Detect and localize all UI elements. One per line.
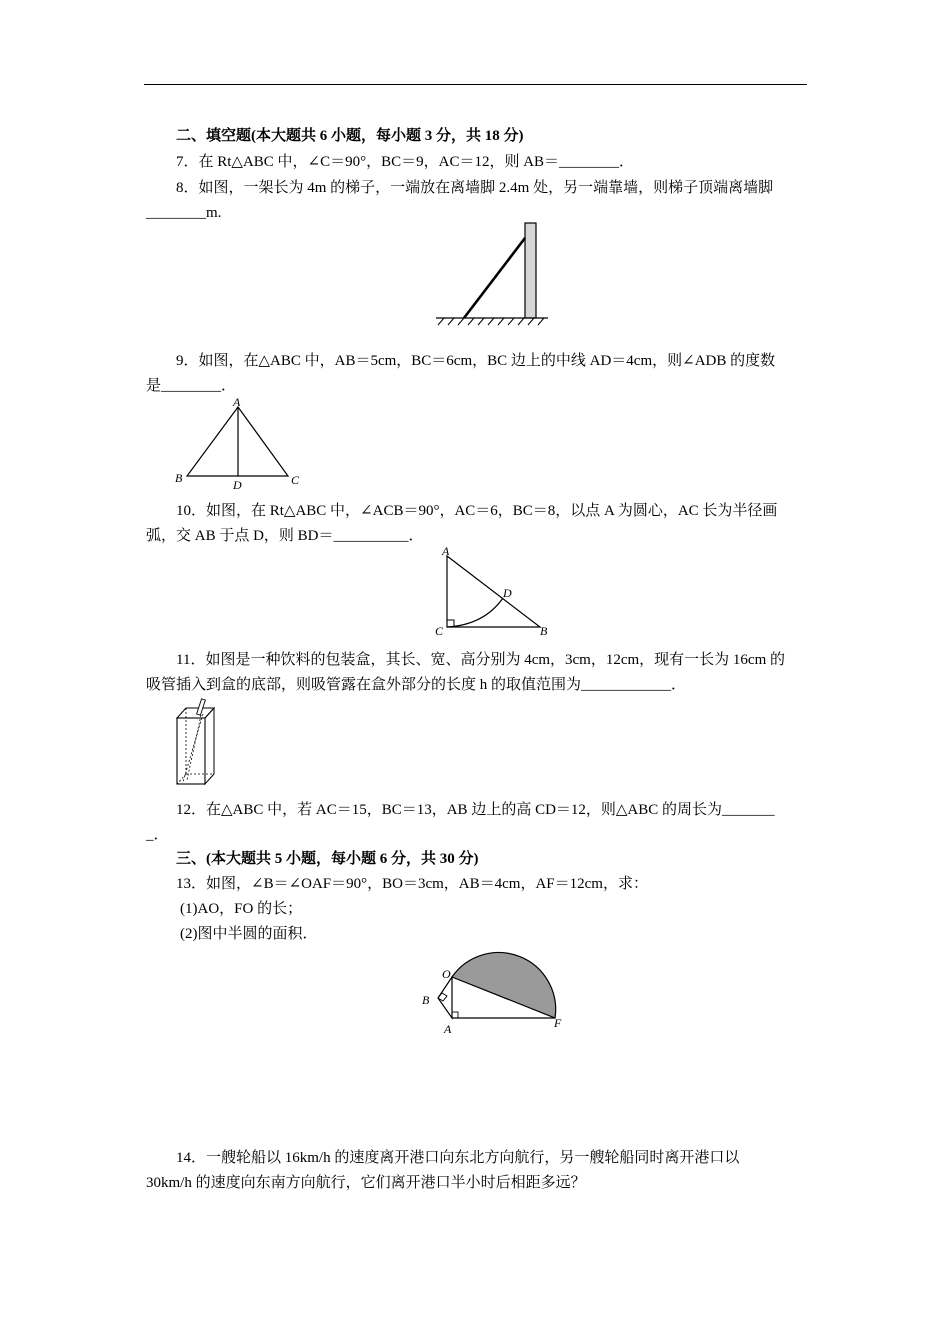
section-3-heading: 三、(本大题共 5 小题，每小题 6 分，共 30 分) [176, 851, 479, 867]
label-a: A [444, 1022, 452, 1036]
label-b: B [540, 624, 548, 638]
triangle-median-figure [170, 394, 310, 490]
question-8-line-1: 8．如图，一架长为 4m 的梯子，一端放在离墙脚 2.4m 处，另一端靠墙，则梯子顶端离墙脚 [176, 180, 774, 196]
question-9-line-1: 9．如图，在△ABC 中，AB＝5cm，BC＝6cm，BC 边上的中线 AD＝4cm，则∠ADB 的度数 [176, 353, 776, 369]
triangle-boa [438, 977, 452, 1018]
ladder [464, 238, 525, 318]
box-top [177, 708, 214, 718]
ground-hatching [438, 318, 544, 325]
header-rule [144, 84, 807, 85]
juice-box-figure [170, 694, 220, 790]
box-side [205, 708, 214, 784]
label-a: A [233, 395, 241, 409]
question-12-line-1: 12．在△ABC 中，若 AC＝15，BC＝13，AB 边上的高 CD＝12，则△ABC 的周长为_______ [176, 802, 775, 818]
question-13-part-1: (1)AO，FO 的长； [180, 901, 303, 917]
arc-cd [447, 598, 503, 627]
semicircle-figure [415, 942, 575, 1037]
question-10-line-1: 10．如图，在 Rt△ABC 中，∠ACB＝90°，AC＝6，BC＝8，以点 A 为圆心，AC 长为半径画 [176, 503, 778, 519]
question-12-line-2: _． [146, 827, 169, 843]
question-14-line-1: 14．一艘轮船以 16km/h 的速度离开港口向东北方向航行，另一艘轮船同时离开港口以 [176, 1150, 740, 1166]
right-angle-mark-a [452, 1012, 458, 1018]
ladder-wall-figure [430, 218, 555, 330]
label-a: A [442, 544, 450, 558]
semicircle [452, 953, 556, 1018]
question-14-line-2: 30km/h 的速度向东南方向航行，它们离开港口半小时后相距多远？ [146, 1175, 586, 1191]
question-10-line-2: 弧，交 AB 于点 D，则 BD＝__________． [146, 528, 424, 544]
question-8-line-2: ________m. [146, 205, 222, 221]
label-o: O [442, 967, 451, 981]
question-11-line-2: 吸管插入到盒的底部，则吸管露在盒外部分的长度 h 的取值范围为____________． [146, 677, 687, 693]
question-9-line-2: 是________． [146, 378, 237, 394]
question-13-part-2: (2)图中半圆的面积． [180, 926, 318, 942]
hidden-edges [177, 708, 214, 784]
section-2-heading: 二、填空题(本大题共 6 小题，每小题 3 分，共 18 分) [176, 128, 524, 144]
label-d: D [233, 478, 242, 492]
question-7: 7．在 Rt△ABC 中，∠C＝90°，BC＝9，AC＝12，则 AB＝________． [176, 154, 635, 170]
label-c: C [291, 473, 300, 487]
label-c: C [435, 624, 444, 638]
label-b: B [175, 471, 183, 485]
label-b: B [422, 993, 430, 1007]
label-d: D [503, 586, 512, 600]
straw [197, 699, 206, 715]
question-13-line-1: 13．如图，∠B＝∠OAF＝90°，BO＝3cm，AB＝4cm，AF＝12cm，求： [176, 876, 648, 892]
label-f: F [554, 1016, 562, 1030]
arc-triangle-figure [432, 542, 557, 642]
question-11-line-1: 11．如图是一种饮料的包装盒，其长、宽、高分别为 4cm，3cm，12cm，现有一长为 16cm 的 [176, 652, 785, 668]
triangle-abc [447, 556, 540, 627]
wall [525, 223, 536, 318]
